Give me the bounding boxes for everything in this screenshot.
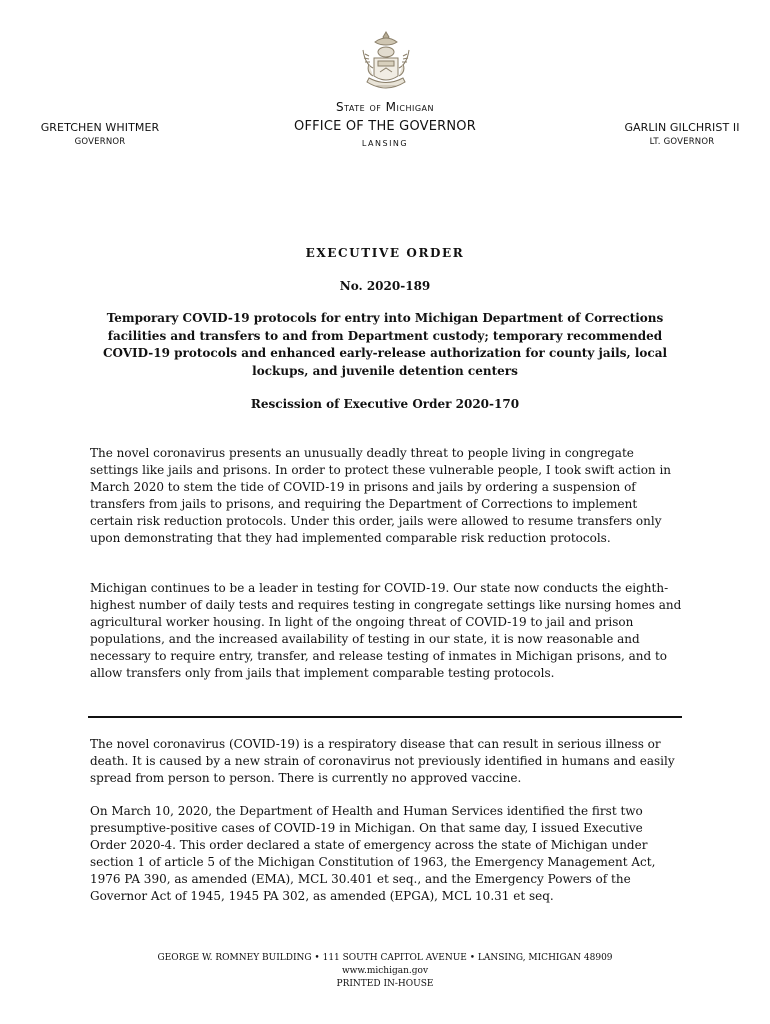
governor-name: GRETCHEN WHITMER [40,121,160,134]
order-number: No. 2020-189 [339,279,431,293]
rescission-line: Rescission of Executive Order 2020-170 [250,397,520,411]
document-title: EXECUTIVE ORDER [305,246,465,260]
section-divider [88,716,682,718]
city-name: LANSING [361,139,409,148]
body-paragraph: Michigan continues to be a leader in testing for COVID-19. Our state now conducts the eighth-highest number of daily tests and requires testing in congregate settings like nursing homes and agricultural worker housing. In light of the ongoing threat of COVID-19 to jail and prison populations, and the increased availability of testing in our state, it is now reasonable and necessary to require entry, transfer, and release testing of inmates in Michigan prisons, and to allow transfers only from jails that implement comparable testing protocols. [90,581,682,680]
lt-governor-name: GARLIN GILCHRIST II [624,121,740,134]
body-paragraph: The novel coronavirus (COVID-19) is a respiratory disease that can result in serious illness or death. It is caused by a new strain of coronavirus not previously identified in humans and easily spread from person to person. There is currently no approved vaccine. [90,737,675,785]
office-name: OFFICE OF THE GOVERNOR [294,119,476,134]
body-paragraph: On March 10, 2020, the Department of Health and Human Services identified the first two presumptive-positive cases of COVID-19 in Michigan. On that same day, I issued Executive Order 2020-4. This order declared a state of emergency across the state of Michigan under section 1 of article 5 of the Michigan Constitution of 1963, the Emergency Management Act, 1976 PA 390, as amended (EMA), MCL 30.401 et seq., and the Emergency Powers of the Governor Act of 1945, 1945 PA 302, as amended (EPGA), MCL 10.31 et seq. [90,804,656,903]
footer-website: www.michigan.gov [341,966,429,976]
lt-governor-title: LT. GOVERNOR [649,137,715,147]
order-subject: Temporary COVID-19 protocols for entry into Michigan Department of Corrections facilities and transfers to and from Department custody; temporary recommended COVID-19 protocols and enhanced early-release authorization for county jails, local lockups, and juvenile detention centers [102,311,668,378]
governor-block [30,121,170,147]
governor-title: GOVERNOR [74,137,126,147]
lt-governor-block [612,121,752,147]
body-paragraph: The novel coronavirus presents an unusually deadly threat to people living in congregate settings like jails and prisons. In order to protect these vulnerable people, I took swift action in March 2020 to stem the tide of COVID-19 in prisons and jails by ordering a suspension of transfers from jails to prisons, and requiring the Department of Corrections to implement certain risk reduction protocols. Under this order, jails were allowed to resume transfers only upon demonstrating that they had implemented comparable risk reduction protocols. [90,446,672,545]
state-name: State of Michigan [335,100,435,114]
footer-address: GEORGE W. ROMNEY BUILDING • 111 SOUTH CAPITOL AVENUE • LANSING, MICHIGAN 48909 [157,953,613,963]
michigan-state-seal-icon [355,28,417,94]
footer-printed: PRINTED IN-HOUSE [336,979,434,989]
